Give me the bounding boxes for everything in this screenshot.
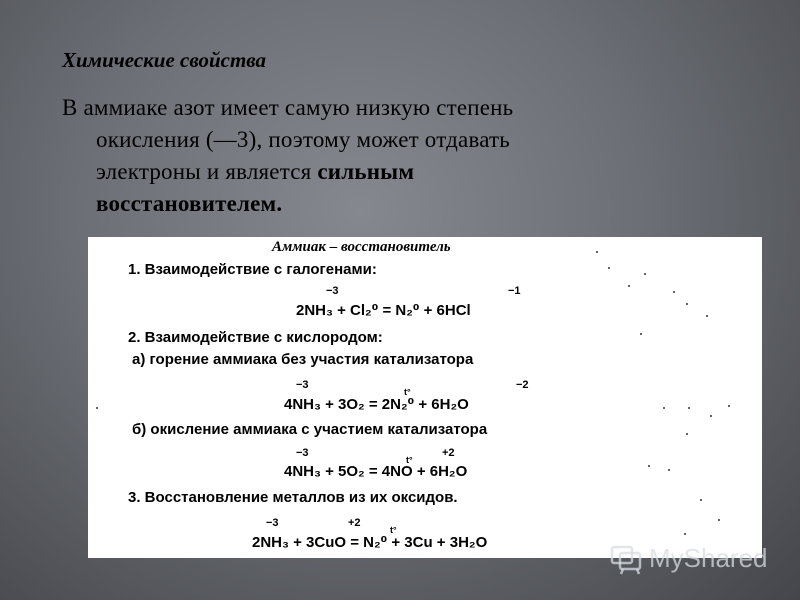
scan-speck xyxy=(673,291,675,293)
myshared-watermark xyxy=(609,540,768,576)
slide-body-text xyxy=(62,92,702,220)
eq3-ox-right: +2 xyxy=(442,447,455,459)
scan-speck xyxy=(686,433,688,435)
scan-speck xyxy=(684,533,686,535)
slide-heading: Химические свойства xyxy=(62,48,267,72)
panel-title: Аммиак – восстановитель xyxy=(272,239,451,255)
section-2a-heading: а) горение аммиака без участия катализатора xyxy=(132,351,474,368)
eq1-ox-left: −3 xyxy=(326,285,339,297)
eq2-ox-left: −3 xyxy=(296,379,309,391)
scan-speck xyxy=(608,267,610,269)
scan-speck xyxy=(628,285,630,287)
scan-speck xyxy=(668,469,670,471)
body-bold-reducer: восстановителем. xyxy=(96,191,283,216)
equation-4: 2NH₃ + 3CuO = N₂⁰ + 3Cu + 3H₂O xyxy=(252,534,488,551)
eq2-condition: t° xyxy=(404,387,411,397)
eq4-ox-left: −3 xyxy=(266,517,279,529)
scan-speck xyxy=(710,415,712,417)
scan-speck xyxy=(96,407,98,409)
eq4-condition: t° xyxy=(390,525,397,535)
equation-3: 4NH₃ + 5O₂ = 4NO + 6H₂O xyxy=(284,463,468,480)
body-line-3 xyxy=(62,156,702,188)
body-bold-strong: сильным xyxy=(317,159,415,184)
scan-speck xyxy=(644,273,646,275)
section-2-heading: 2. Взаимодействие с кислородом: xyxy=(128,329,383,346)
eq4-ox-mid: +2 xyxy=(348,517,361,529)
equation-1: 2NH₃ + Cl₂⁰ = N₂⁰ + 6HCl xyxy=(296,302,471,319)
equation-2: 4NH₃ + 3O₂ = 2N₂⁰ + 6H₂O xyxy=(284,396,469,413)
section-3-heading: 3. Восстановление металлов из их оксидов. xyxy=(128,489,458,506)
scan-speck xyxy=(688,407,690,409)
body-line-3-text: электроны и является xyxy=(96,159,318,184)
scan-speck xyxy=(728,405,730,407)
body-line-2: окисления (—3), поэтому может отдавать xyxy=(96,127,510,152)
eq2-ox-right: −2 xyxy=(516,379,529,391)
scan-speck xyxy=(686,303,688,305)
myshared-logo-icon xyxy=(609,541,643,575)
eq3-ox-left: −3 xyxy=(296,447,309,459)
eq1-ox-right: −1 xyxy=(508,285,521,297)
eq3-condition: t° xyxy=(406,455,413,465)
scan-speck xyxy=(718,519,720,521)
section-1-heading: 1. Взаимодействие с галогенами: xyxy=(128,261,377,278)
scan-speck xyxy=(648,465,650,467)
scan-speck xyxy=(640,333,642,335)
chemistry-reactions-panel xyxy=(88,237,762,558)
section-2b-heading: б) окисление аммиака с участием катализатора xyxy=(132,421,488,438)
scan-speck xyxy=(663,407,665,409)
body-line-4 xyxy=(62,188,702,220)
scan-speck xyxy=(700,499,702,501)
watermark-text: MyShared xyxy=(649,542,768,573)
body-line-1: В аммиаке азот имеет самую низкую степень xyxy=(62,95,514,120)
scan-speck xyxy=(596,251,598,253)
scan-speck xyxy=(706,315,708,317)
